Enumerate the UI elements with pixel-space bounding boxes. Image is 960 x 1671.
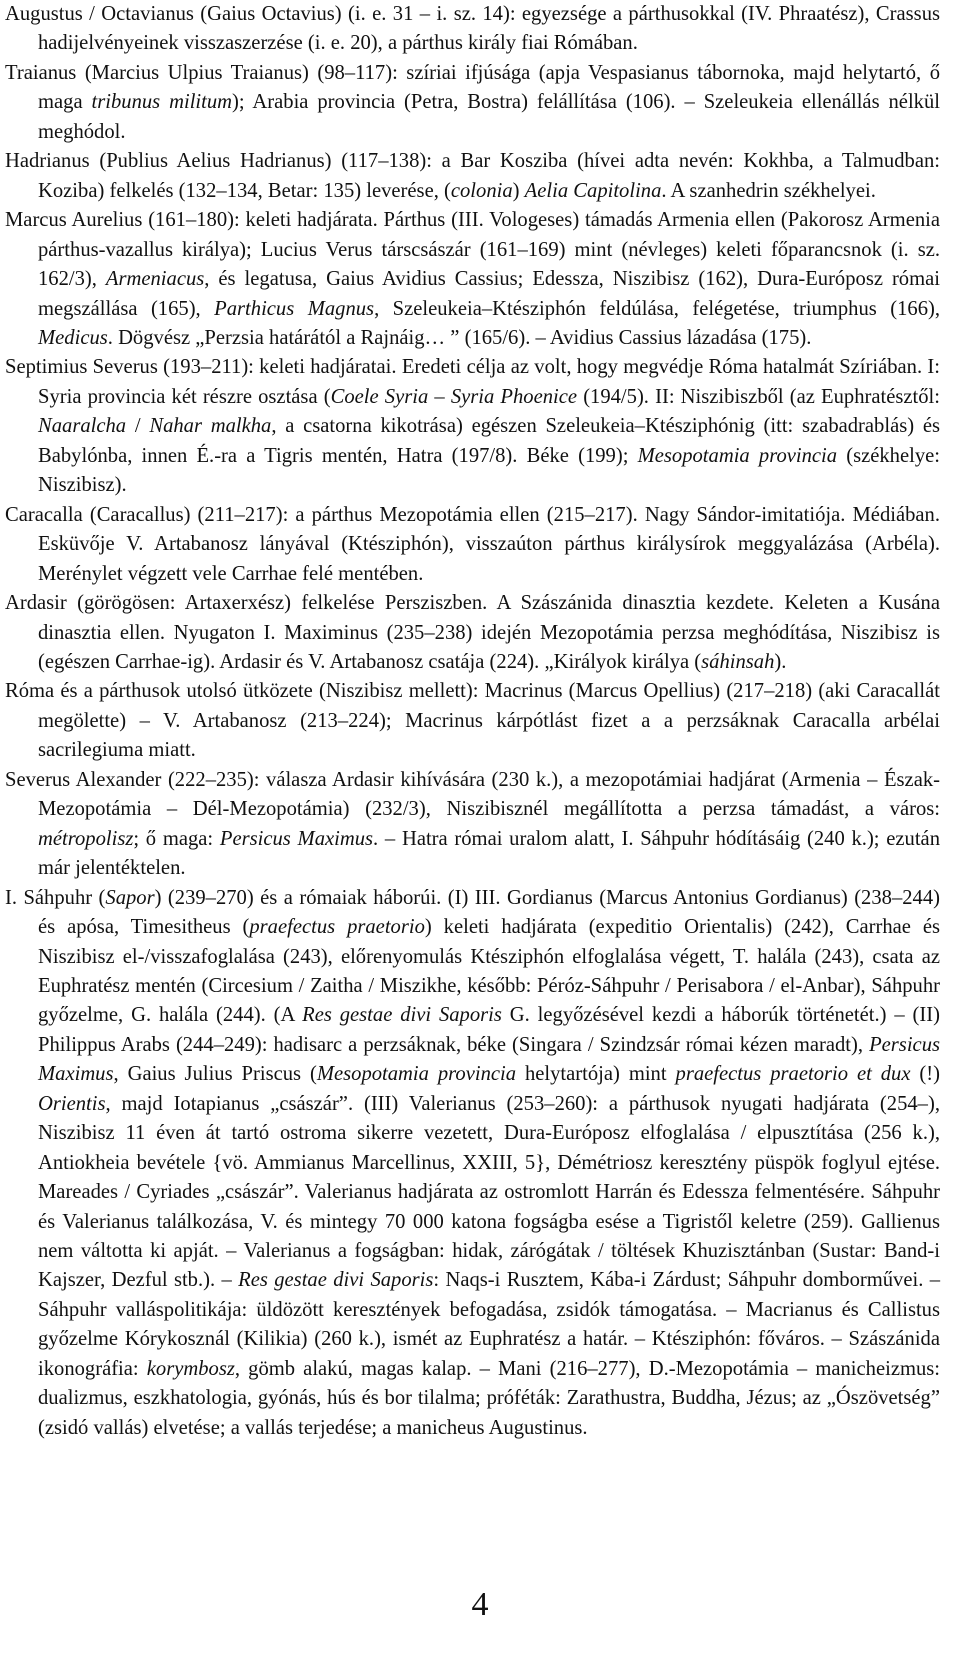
text-run: (székhelye: Niszibisz).	[38, 444, 941, 497]
text-run: Caracalla (Caracallus) (211–217): a párthus Mezopotámia ellen (215–217). Nagy Sándor-imitatiója. Médiában. Esküvője V. Artabanosz lányával (Ktésziphón), visszaúton párthus királysírok meggyalázása (Arbéla). Merénylet végzett vele Carrhae felé mentében.	[5, 503, 940, 585]
text-run: )	[512, 179, 525, 202]
text-run: ) keleti hadjárata (expeditio Orientalis) (242), Carrhae és Niszibisz el-/visszafoglalása (243), előrenyomulás Ktésziphón elfoglalása végett, T. halála (243), csata az Euphratész mentén (Circesium / Zaitha / Miszikhe, később: Péróz-Sáhpuhr / Perisabora / el-Anbar), Sáhpuhr győzelme, G. halála (244). (A	[38, 916, 941, 1027]
italic-text: Sapor	[105, 886, 155, 909]
italic-text: Res gestae divi Saporis	[238, 1269, 434, 1292]
text-run: Róma és a párthusok utolsó ütközete (Niszibisz mellett): Macrinus (Marcus Opellius) (217–218) (aki Caracallát megölette) – V. Artabanosz (213–224); Macrinus kárpótlást fizet a a perzsáknak Caracalla arbélai sacrilegiuma miatt.	[5, 680, 940, 762]
italic-text: praefectus praetorio et dux	[675, 1063, 911, 1086]
italic-text: Coele Syria – Syria Phoenice	[330, 385, 578, 408]
paragraph	[5, 0, 940, 59]
italic-text: Medicus	[38, 326, 108, 349]
italic-text: colonia	[450, 179, 513, 202]
italic-text: Mesopotamia provincia	[637, 444, 838, 467]
text-run: , és legatusa, Gaius Avidius Cassius; Edessza, Niszibisz (162), Dura-Európosz római megszállása (165),	[38, 268, 940, 320]
paragraph	[5, 147, 940, 206]
paragraph	[5, 353, 940, 500]
paragraph	[5, 766, 940, 884]
text-run: : Naqs-i Rusztem, Kába-i Zárdust; Sáhpuhr domborművei. – Sáhpuhr valláspolitikája: üldözött keresztények befogadása, zsidók támogatása. – Macrianus és Callistus győzelme Kórykosznál (Kilikia) (260 k.), ismét az Euphratész a határ. – Ktésziphón: főváros. – Szászánida ikonográfia:	[38, 1269, 940, 1380]
italic-text: Persicus Maximus	[219, 827, 374, 850]
text-run: . – Hatra római uralom alatt, I. Sáhpuhr hódításáig (240 k.); ezután már jelentéktelen.	[38, 827, 940, 880]
italic-text: korymbosz	[146, 1357, 235, 1380]
text-run: (!)	[910, 1063, 940, 1086]
paragraph	[5, 206, 940, 353]
text-run: , gömb alakú, magas kalap. – Mani (216–277), D.-Mezopotámia – manicheizmus: dualizmus, eszkhatologia, gyónás, hús és bor tilalma; próféták: Zarathustra, Buddha, Jézus; az „Ószövetség” (zsidó vallás) elvetése; a vallás terjedése; a manicheus Augustinus.	[38, 1357, 941, 1439]
text-run: Hadrianus (Publius Aelius Hadrianus) (117–138): a Bar Kosziba (hívei adta nevén: Kokhba, a Talmudban: Koziba) felkelés (132–134, Betar: 135) leverése, (	[5, 150, 940, 202]
paragraph	[5, 677, 940, 765]
text-run: ) (239–270) és a rómaiak háborúi. (I) III. Gordianus (Marcus Antonius Gordianus) (238–244) és apósa, Timesitheus (	[38, 886, 940, 939]
italic-text: Aelia Capitolina	[524, 179, 662, 202]
text-run: Marcus Aurelius (161–180): keleti hadjárata. Párthus (III. Vologeses) támadás Armenia ellen (Pakorosz Armenia párthus-vazallus királya); Lucius Verus társcsászár (161–169) mint (névleges) keleti főparancsnok (i. sz. 162/3),	[5, 209, 940, 291]
text-run: ; ő maga:	[133, 827, 220, 850]
text-run: (194/5). II: Niszibiszből (az Euphratésztől:	[577, 385, 941, 408]
italic-text: Persicus Maximus	[38, 1033, 940, 1086]
text-run: helytartója) mint	[516, 1063, 676, 1086]
text-run: Augustus / Octavianus (Gaius Octavius) (i. e. 31 – i. sz. 14): egyezsége a párthusokkal (IV. Phraatész), Crassus hadijelvényeinek visszaszerzése (i. e. 20), a párthus király fiai Rómában.	[5, 3, 940, 55]
italic-text: tribunus militum	[91, 91, 233, 114]
text-run: Ardasir (görögösen: Artaxerxész) felkelése Persziszben. A Szászánida dinasztia kezdete. Keleten a Kusána dinasztia ellen. Nyugaton I. Maximinus (235–238) idején Mezopotámia perzsa meghódítása, Niszibisz is (egészen Carrhae-ig). Ardasir és V. Artabanosz csatája (224). „Királyok királya (	[5, 592, 940, 673]
italic-text: Res gestae divi Saporis	[302, 1004, 502, 1027]
paragraph	[5, 59, 940, 147]
italic-text: praefectus praetorio	[249, 916, 425, 939]
text-run: Traianus (Marcius Ulpius Traianus) (98–117): szíriai ifjúsága (apja Vespasianus tábornoka, majd helytartó, ő maga	[5, 61, 940, 114]
text-run: Severus Alexander (222–235): válasza Ardasir kihívására (230 k.), a mezopotámiai hadjárat (Armenia – Észak-Mezopotámia – Dél-Mezopotámia) (232/3), Niszibisznél megállította a perzsa támadást, a város:	[5, 768, 940, 821]
text-run: /	[126, 415, 150, 438]
text-run: , Gaius Julius Priscus (	[113, 1063, 317, 1086]
text-run: , Szeleukeia–Ktésziphón feldúlása, felégetése, triumphus (166),	[374, 297, 940, 320]
italic-text: Mesopotamia provincia	[316, 1063, 517, 1086]
text-run: , a csatorna kikotrása) egészen Szeleukeia–Ktésziphónig (itt: szabadrablás) és Babylónba, innen É.-ra a Tigris mentén, Hatra (197/8). Béke (199);	[38, 415, 940, 467]
text-run: ); Arabia provincia (Petra, Bostra) felállítása (106). – Szeleukeia ellenállás nélkül meghódol.	[38, 91, 940, 143]
text-run: , majd Iotapianus „császár”. (III) Valerianus (253–260): a párthusok nyugati hadjárata (254–), Niszibisz 11 éven át tartó ostroma sikerre vezetett, Dura-Európosz elfoglalása / elpusztítása (256 k.), Antiokheia bevétele {vö. Ammianus Marcellinus, XXIII, 5}, Démétriosz keresztény püspök foglyul ejtése. Mareades / Cyriades „császár”. Valerianus hadjárata az ostromlott Harrán és Edessza felmentésére. Sáhpuhr és Valerianus találkozása, V. és mintegy 70 000 katona fogságba esése a Tigristől keletre (259). Gallienus nem váltotta ki apját. – Valerianus a fogságban: hidak, zárógátak / töltések Khuzisztánban (Sustar: Band-i Kajszer, Dezful stb.). –	[38, 1092, 940, 1292]
text-run: G. legyőzésével kezdi a háborúk történetét.) – (II) Philippus Arabs (244–249): hadisarc a perzsáknak, béke (Singara / Szindzsár római kézen maradt),	[38, 1004, 940, 1056]
italic-text: métropolisz	[38, 827, 134, 850]
paragraph	[5, 589, 940, 677]
text-body	[5, 0, 940, 1443]
italic-text: Armeniacus	[105, 268, 205, 291]
italic-text: Nahar malkha	[149, 415, 272, 438]
italic-text: sáhinsah	[701, 650, 775, 673]
text-run: . Dögvész „Perzsia határától a Rajnáig… ” (165/6). – Avidius Cassius lázadása (175).	[107, 326, 812, 349]
paragraph	[5, 884, 940, 1444]
text-run: . A szanhedrin székhelyei.	[661, 179, 876, 202]
text-run: Septimius Severus (193–211): keleti hadjáratai. Eredeti célja az volt, hogy megvédje Róma hatalmát Szíriában. I: Syria provincia két részre osztása (	[5, 356, 940, 408]
text-run: I. Sáhpuhr (	[5, 886, 106, 909]
page-number: 4	[471, 1586, 489, 1623]
italic-text: Naaralcha	[38, 415, 127, 438]
text-run: ).	[774, 650, 787, 673]
italic-text: Parthicus Magnus	[214, 297, 375, 320]
paragraph	[5, 501, 940, 589]
italic-text: Orientis	[38, 1092, 106, 1115]
